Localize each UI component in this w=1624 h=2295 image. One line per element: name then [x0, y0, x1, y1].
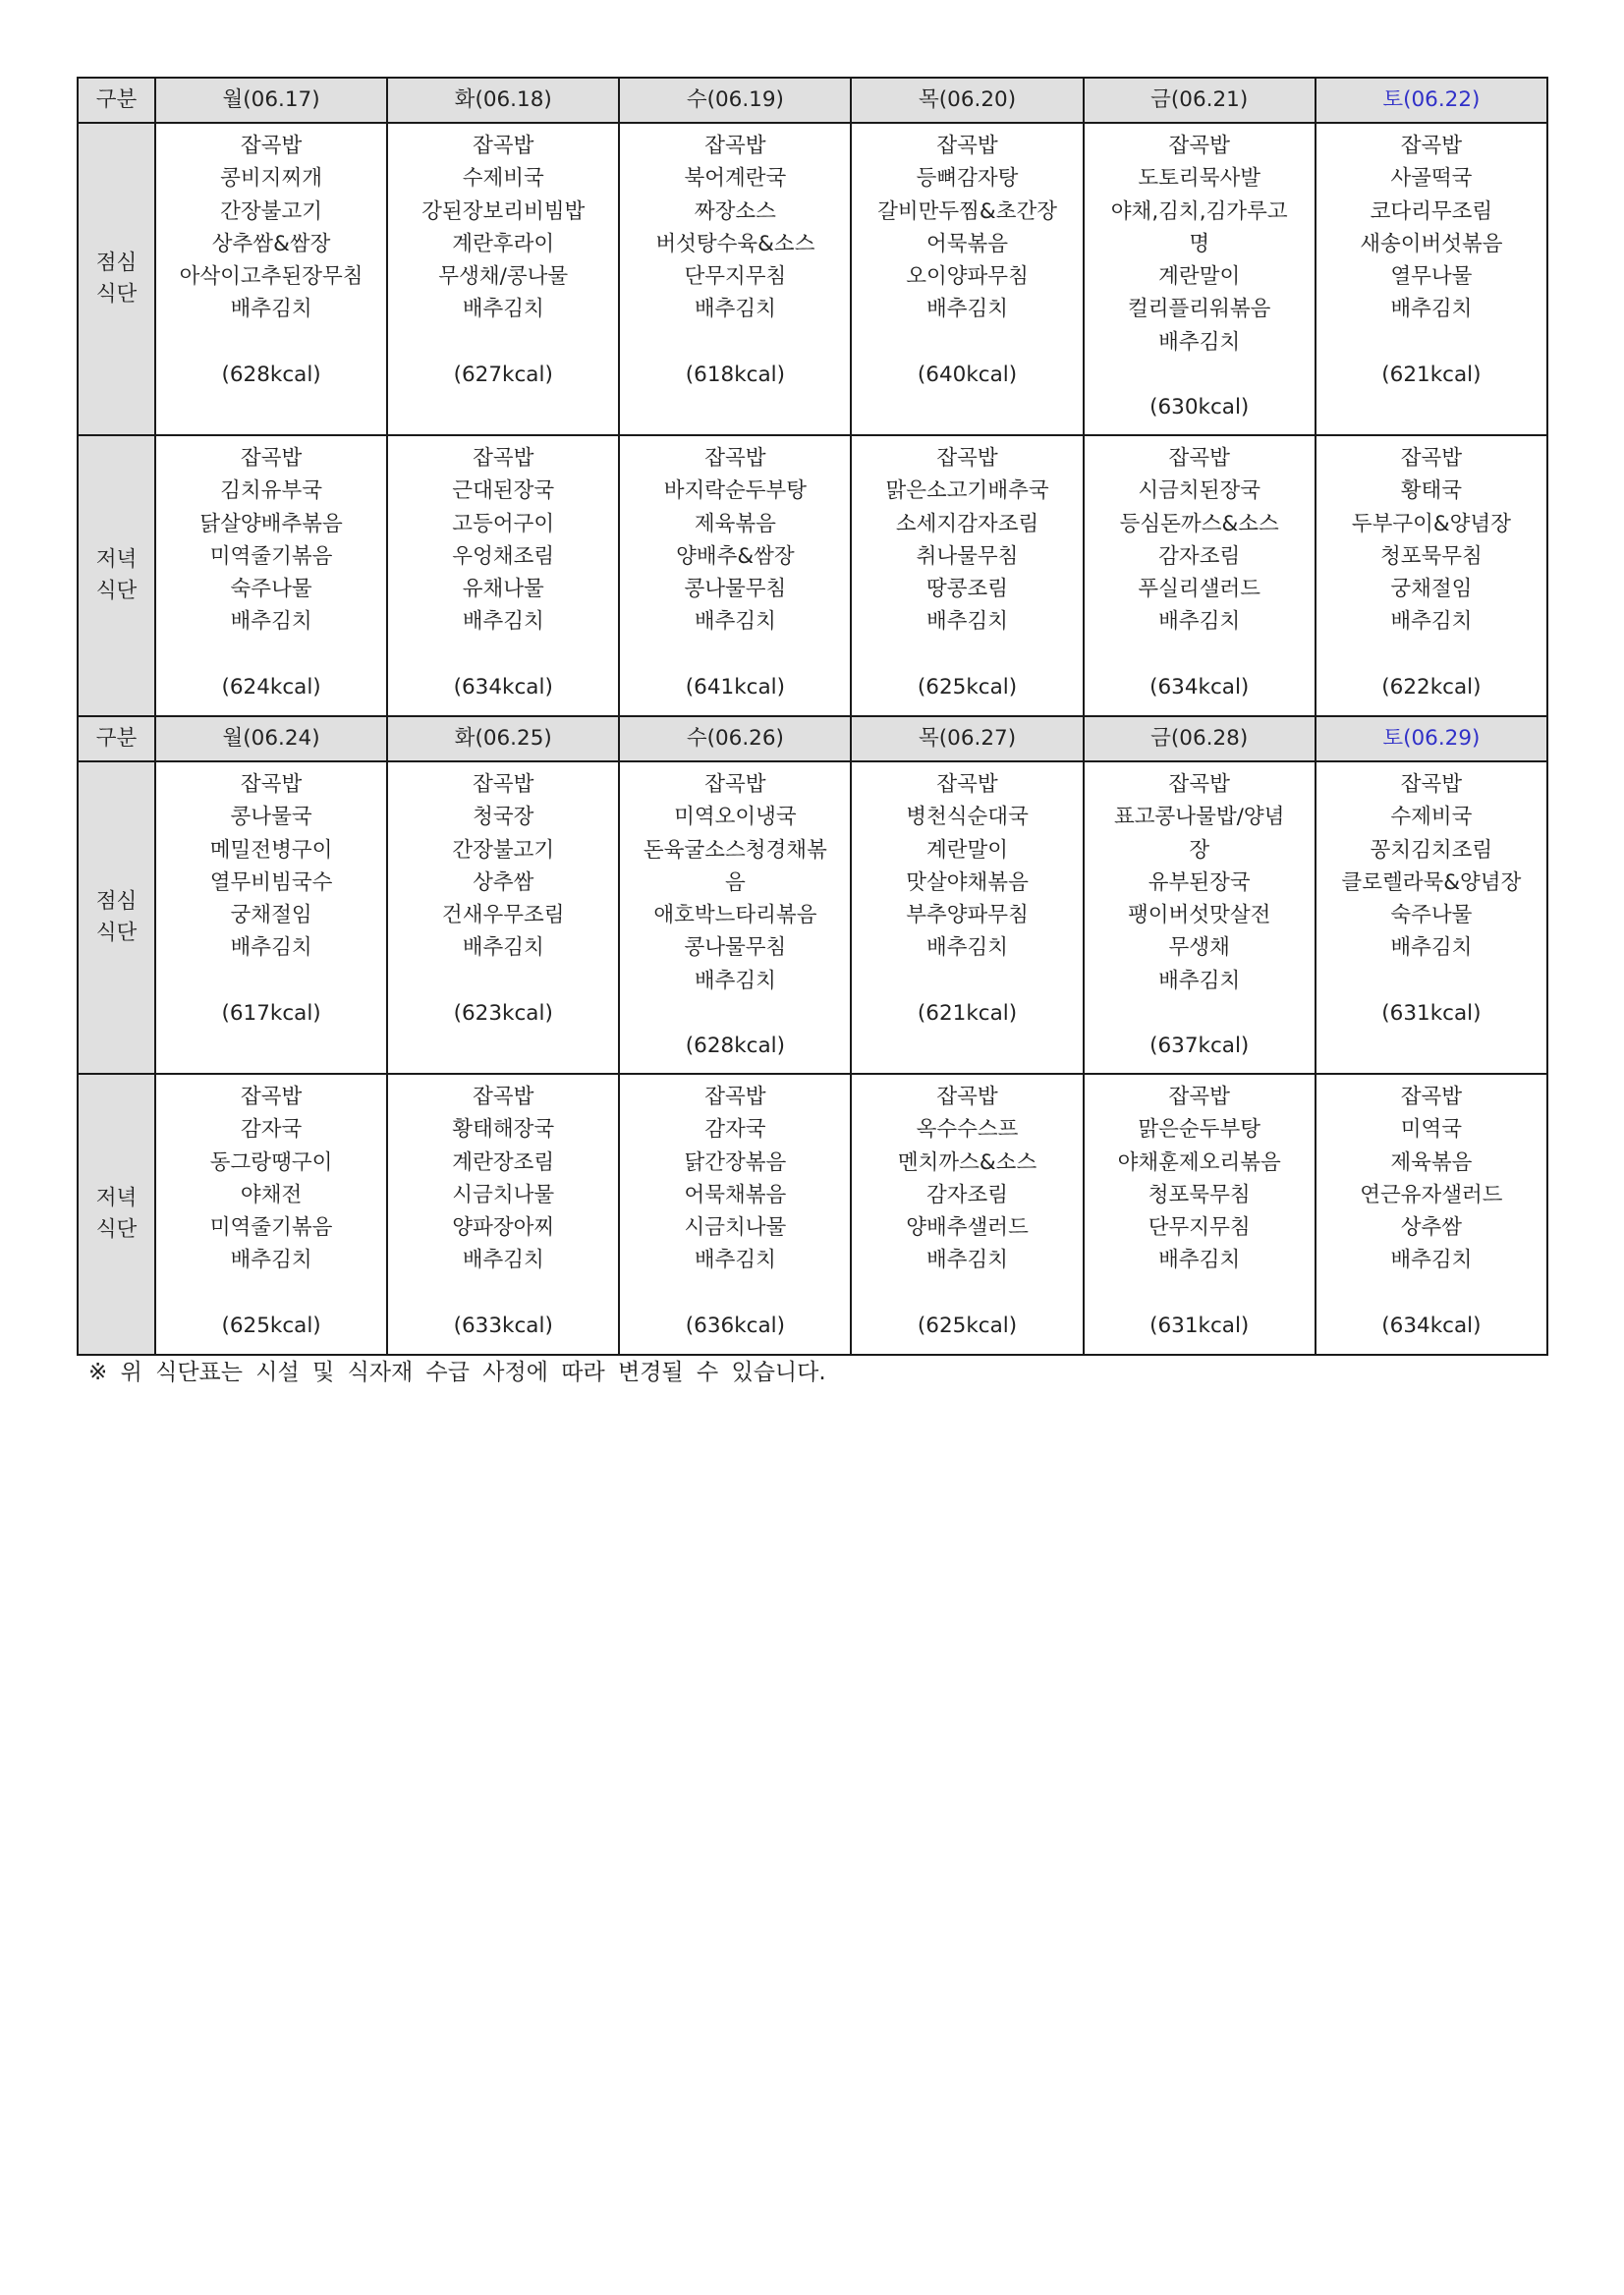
menu-item: (634kcal): [1149, 675, 1250, 700]
menu-item: 잡곡밥: [240, 134, 303, 158]
menu-item: 돈육굴소스청경채볶: [643, 837, 827, 863]
menu-item: 잡곡밥: [473, 1085, 534, 1109]
menu-item: 콩나물국: [230, 805, 312, 830]
menu-item: 수제비국: [462, 166, 544, 192]
menu-item: [620, 1277, 850, 1310]
menu-item: [852, 1277, 1082, 1310]
menu-item: (624kcal): [221, 675, 321, 700]
menu-cell: [619, 761, 851, 1074]
menu-item: 두부구이&양념장: [1351, 511, 1511, 536]
menu-item: 고등어구이: [452, 511, 555, 536]
menu-item: 배추김치: [1390, 609, 1473, 635]
menu-item: 닭살양배추볶음: [199, 511, 343, 536]
menu-item: 배추김치: [694, 609, 776, 635]
meal-label: [78, 123, 155, 435]
menu-item: 잡곡밥: [936, 1085, 998, 1109]
menu-item: 잡곡밥: [936, 446, 998, 471]
menu-item: 계란말이: [926, 837, 1009, 863]
menu-item: 팽이버섯맛살전: [1128, 903, 1271, 928]
menu-cell: [1316, 1074, 1547, 1355]
menu-cell: [387, 435, 619, 716]
menu-item: 배추김치: [462, 1248, 544, 1273]
menu-item: 꽁치김치조림: [1370, 837, 1493, 863]
menu-item: 잡곡밥: [240, 772, 303, 797]
menu-item: 배추김치: [1390, 1248, 1473, 1273]
menu-item: 잡곡밥: [704, 134, 766, 158]
menu-item: 잡곡밥: [473, 772, 534, 797]
menu-item: 열무비빔국수: [209, 869, 333, 895]
menu-item: [1085, 359, 1315, 391]
menu-item: 배추김치: [926, 1248, 1009, 1273]
menu-item: 간장불고기: [452, 837, 555, 863]
menu-item: 잡곡밥: [1168, 772, 1230, 797]
menu-item: (634kcal): [1381, 1314, 1482, 1339]
menu-item: 어묵채볶음: [684, 1182, 787, 1207]
menu-item: 배추김치: [230, 297, 312, 322]
menu-cell: [1084, 123, 1316, 435]
menu-cell: [1084, 1074, 1316, 1355]
menu-item: (618kcal): [685, 363, 785, 388]
menu-item: 닭간장볶음: [684, 1149, 787, 1175]
footnote: ※ 위 식단표는 시설 및 식자재 수급 사정에 따라 변경될 수 있습니다.: [88, 1360, 826, 1385]
menu-item: [852, 326, 1082, 359]
menu-item: 유채나물: [462, 577, 544, 602]
menu-item: [1316, 965, 1546, 997]
menu-item: 잡곡밥: [936, 772, 998, 797]
menu-item: 맑은순두부탕: [1138, 1117, 1261, 1143]
meal-label: [78, 761, 155, 1074]
menu-item: 잡곡밥: [704, 772, 766, 797]
menu-item: 양배추&쌈장: [676, 543, 795, 569]
day-header: 금(06.21): [1084, 78, 1316, 123]
day-header: 금(06.28): [1084, 716, 1316, 761]
menu-item: 열무나물: [1390, 264, 1473, 290]
menu-item: 부추양파무침: [906, 903, 1029, 928]
menu-item: 배추김치: [926, 609, 1009, 635]
menu-cell: [619, 123, 851, 435]
menu-cell: [155, 1074, 387, 1355]
menu-cell: [387, 123, 619, 435]
menu-item: 배추김치: [694, 968, 776, 993]
menu-item: (634kcal): [453, 675, 553, 700]
menu-item: 잡곡밥: [1168, 446, 1230, 471]
menu-item: 상추쌈&쌈장: [211, 231, 331, 256]
menu-item: 등뼈감자탕: [916, 166, 1019, 192]
menu-item: 배추김치: [926, 935, 1009, 961]
menu-cell: [1316, 435, 1547, 716]
menu-item: 사골떡국: [1390, 166, 1473, 192]
meal-row-dinner: [78, 1074, 1547, 1355]
menu-item: 감자국: [240, 1117, 303, 1143]
menu-item: 무생채: [1168, 935, 1230, 961]
day-header: 월(06.17): [155, 78, 387, 123]
menu-item: 배추김치: [230, 935, 312, 961]
menu-item: 오이양파무침: [906, 264, 1029, 290]
menu-item: 우엉채조림: [452, 543, 555, 569]
meal-label-line: 식단: [95, 921, 138, 945]
day-header: 목(06.27): [851, 716, 1083, 761]
menu-item: 옥수수스프: [916, 1117, 1019, 1143]
menu-item: 김치유부국: [220, 478, 322, 504]
menu-item: 배추김치: [1158, 609, 1241, 635]
menu-item: 컬리플리워볶음: [1128, 297, 1271, 322]
menu-item: 수제비국: [1390, 805, 1473, 830]
meal-label-line: 식단: [95, 1217, 138, 1242]
menu-item: 계란후라이: [452, 231, 555, 256]
menu-item: 잡곡밥: [704, 446, 766, 471]
week-header-row: [78, 716, 1547, 761]
menu-item: 땅콩조림: [926, 577, 1009, 602]
menu-item: 근대된장국: [452, 478, 555, 504]
menu-cell: [387, 1074, 619, 1355]
menu-item: 잡곡밥: [240, 1085, 303, 1109]
menu-item: (621kcal): [917, 1001, 1018, 1027]
menu-item: 감자조림: [926, 1182, 1009, 1207]
menu-item: 야채,김치,김가루고: [1110, 198, 1288, 224]
menu-item: 도토리묵사발: [1138, 166, 1261, 192]
menu-item: 클로렐라묵&양념장: [1341, 869, 1522, 895]
menu-item: (627kcal): [453, 363, 553, 388]
menu-item: 잡곡밥: [936, 134, 998, 158]
menu-item: 잡곡밥: [1400, 446, 1463, 471]
menu-item: 배추김치: [694, 297, 776, 322]
day-header: 화(06.18): [387, 78, 619, 123]
menu-item: 병천식순대국: [906, 805, 1029, 830]
menu-cell: [851, 761, 1083, 1074]
menu-item: 미역줄기볶음: [209, 543, 333, 569]
menu-item: 표고콩나물밥/양념: [1114, 805, 1285, 830]
menu-item: 시금치된장국: [1138, 478, 1261, 504]
menu-item: 바지락순두부탕: [663, 478, 808, 504]
menu-cell: [619, 1074, 851, 1355]
menu-item: 배추김치: [1390, 935, 1473, 961]
menu-item: 잡곡밥: [240, 446, 303, 471]
meal-label-line: 저녁: [95, 547, 138, 572]
day-header: 수(06.26): [619, 716, 851, 761]
menu-cell: [851, 1074, 1083, 1355]
meal-label-line: 식단: [95, 579, 138, 603]
meal-label: [78, 1074, 155, 1355]
menu-item: 콩나물무침: [684, 577, 787, 602]
menu-item: [1085, 1277, 1315, 1310]
menu-item: [388, 639, 618, 671]
menu-item: 유부된장국: [1148, 869, 1251, 895]
menu-item: 잡곡밥: [1400, 134, 1463, 158]
menu-item: [388, 965, 618, 997]
meal-plan-table: [77, 77, 1548, 1356]
meal-label: [78, 435, 155, 716]
menu-item: [1316, 326, 1546, 359]
menu-item: 미역줄기볶음: [209, 1215, 333, 1241]
menu-item: (628kcal): [221, 363, 321, 388]
meal-label-line: 식단: [95, 282, 138, 307]
menu-item: 숙주나물: [1390, 903, 1473, 928]
menu-item: 강된장보리비빔밥: [421, 198, 586, 224]
meal-label-line: 저녁: [95, 1186, 138, 1210]
menu-item: 잡곡밥: [473, 446, 534, 471]
menu-item: 배추김치: [462, 609, 544, 635]
menu-item: 배추김치: [1158, 968, 1241, 993]
menu-item: [388, 1277, 618, 1310]
menu-item: 어묵볶음: [926, 231, 1009, 256]
day-header-saturday: 토(06.22): [1316, 78, 1547, 123]
menu-item: 청포묵무침: [1148, 1182, 1251, 1207]
menu-cell: [851, 123, 1083, 435]
menu-item: (637kcal): [1149, 1034, 1250, 1059]
menu-item: 배추김치: [926, 297, 1009, 322]
menu-item: (636kcal): [685, 1314, 785, 1339]
menu-item: 청포묵무침: [1379, 543, 1483, 569]
menu-item: 배추김치: [694, 1248, 776, 1273]
menu-item: [156, 1277, 386, 1310]
menu-cell: [155, 123, 387, 435]
menu-item: 잡곡밥: [1168, 134, 1230, 158]
menu-item: 맛살야채볶음: [906, 869, 1029, 895]
meal-row-lunch: [78, 123, 1547, 435]
menu-item: 잡곡밥: [1400, 772, 1463, 797]
menu-item: 콩비지찌개: [220, 166, 322, 192]
menu-item: [620, 997, 850, 1030]
menu-item: 건새우무조림: [441, 903, 565, 928]
menu-item: 배추김치: [1158, 329, 1241, 355]
menu-item: 시금치나물: [452, 1182, 555, 1207]
menu-cell: [155, 761, 387, 1074]
menu-item: 소세지감자조림: [895, 511, 1039, 536]
menu-item: (621kcal): [1381, 363, 1482, 388]
menu-item: (625kcal): [917, 1314, 1018, 1339]
menu-cell: [1084, 435, 1316, 716]
day-header: 화(06.25): [387, 716, 619, 761]
menu-item: 잡곡밥: [1168, 1085, 1230, 1109]
menu-item: 잡곡밥: [1400, 1085, 1463, 1109]
menu-cell: [155, 435, 387, 716]
menu-cell: [1084, 761, 1316, 1074]
header-label: 구분: [78, 78, 155, 123]
menu-item: (623kcal): [453, 1001, 553, 1027]
menu-item: 황태국: [1400, 478, 1463, 504]
menu-item: 배추김치: [462, 297, 544, 322]
menu-item: 미역국: [1400, 1117, 1463, 1143]
menu-item: 시금치나물: [684, 1215, 787, 1241]
meal-label-line: 점심: [95, 251, 138, 275]
menu-item: 단무지무침: [684, 264, 787, 290]
menu-item: 청국장: [473, 805, 534, 830]
menu-item: 양파장아찌: [452, 1215, 555, 1241]
week-header-row: [78, 78, 1547, 123]
menu-item: 상추쌈: [1400, 1215, 1463, 1241]
menu-item: [852, 965, 1082, 997]
menu-item: 명: [1189, 231, 1210, 256]
menu-item: 제육볶음: [1390, 1149, 1473, 1175]
day-header: 월(06.24): [155, 716, 387, 761]
menu-item: 코다리무조림: [1370, 198, 1493, 224]
menu-item: 음: [725, 869, 746, 895]
menu-item: 계란장조림: [452, 1149, 555, 1175]
menu-item: 단무지무침: [1148, 1215, 1251, 1241]
menu-item: [1316, 639, 1546, 671]
menu-item: 궁채절임: [230, 903, 312, 928]
day-header-saturday: 토(06.29): [1316, 716, 1547, 761]
menu-item: 야채훈제오리볶음: [1117, 1149, 1281, 1175]
menu-item: 배추김치: [462, 935, 544, 961]
menu-item: 동그랑땡구이: [209, 1149, 333, 1175]
meal-row-lunch: [78, 761, 1547, 1074]
menu-item: [1085, 997, 1315, 1030]
menu-item: 콩나물무침: [684, 935, 787, 961]
menu-item: [1316, 1277, 1546, 1310]
menu-item: 미역오이냉국: [674, 805, 797, 830]
menu-item: 간장불고기: [220, 198, 322, 224]
menu-item: 계란말이: [1158, 264, 1241, 290]
menu-item: (625kcal): [221, 1314, 321, 1339]
menu-cell: [387, 761, 619, 1074]
day-header: 수(06.19): [619, 78, 851, 123]
menu-item: 아삭이고추된장무침: [179, 264, 364, 290]
menu-item: [620, 326, 850, 359]
menu-cell: [851, 435, 1083, 716]
meal-label-line: 점심: [95, 889, 138, 914]
menu-item: 감자국: [704, 1117, 766, 1143]
menu-item: 푸실리샐러드: [1138, 577, 1261, 602]
menu-item: 양배추샐러드: [906, 1215, 1029, 1241]
menu-item: 잡곡밥: [473, 134, 534, 158]
menu-cell: [1316, 761, 1547, 1074]
menu-item: [156, 639, 386, 671]
menu-item: 황태해장국: [452, 1117, 555, 1143]
menu-item: 상추쌈: [473, 869, 534, 895]
menu-item: 무생채/콩나물: [438, 264, 569, 290]
menu-item: 연근유자샐러드: [1360, 1182, 1503, 1207]
menu-item: (640kcal): [917, 363, 1018, 388]
day-header: 목(06.20): [851, 78, 1083, 123]
menu-item: [1085, 639, 1315, 671]
menu-item: 짜장소스: [694, 198, 776, 224]
menu-item: 맑은소고기배추국: [885, 478, 1049, 504]
menu-item: (633kcal): [453, 1314, 553, 1339]
menu-item: 멘치까스&소스: [897, 1149, 1037, 1175]
menu-item: 잡곡밥: [704, 1085, 766, 1109]
menu-item: [620, 639, 850, 671]
menu-item: (631kcal): [1149, 1314, 1250, 1339]
menu-item: 취나물무침: [916, 543, 1019, 569]
menu-item: 애호박느타리볶음: [653, 903, 817, 928]
menu-item: [156, 965, 386, 997]
menu-item: 제육볶음: [694, 511, 776, 536]
header-label: 구분: [78, 716, 155, 761]
menu-item: 궁채절임: [1390, 577, 1473, 602]
menu-cell: [619, 435, 851, 716]
menu-item: [852, 639, 1082, 671]
menu-item: 배추김치: [230, 1248, 312, 1273]
menu-item: (628kcal): [685, 1034, 785, 1059]
menu-item: 야채전: [240, 1182, 303, 1207]
meal-row-dinner: [78, 435, 1547, 716]
menu-item: 메밀전병구이: [209, 837, 333, 863]
menu-cell: [1316, 123, 1547, 435]
menu-item: (622kcal): [1381, 675, 1482, 700]
menu-item: (641kcal): [685, 675, 785, 700]
menu-item: 배추김치: [230, 609, 312, 635]
menu-item: (617kcal): [221, 1001, 321, 1027]
menu-item: 감자조림: [1158, 543, 1241, 569]
menu-item: (630kcal): [1149, 395, 1250, 420]
menu-item: (625kcal): [917, 675, 1018, 700]
menu-item: 배추김치: [1158, 1248, 1241, 1273]
menu-item: 새송이버섯볶음: [1360, 231, 1503, 256]
menu-item: [156, 326, 386, 359]
menu-item: 배추김치: [1390, 297, 1473, 322]
menu-item: [388, 326, 618, 359]
menu-item: 장: [1189, 837, 1210, 863]
menu-item: 버섯탕수육&소스: [655, 231, 815, 256]
menu-item: 숙주나물: [230, 577, 312, 602]
menu-item: 갈비만두찜&초간장: [877, 198, 1057, 224]
menu-item: 북어계란국: [684, 166, 787, 192]
menu-item: 등심돈까스&소스: [1119, 511, 1279, 536]
menu-item: (631kcal): [1381, 1001, 1482, 1027]
